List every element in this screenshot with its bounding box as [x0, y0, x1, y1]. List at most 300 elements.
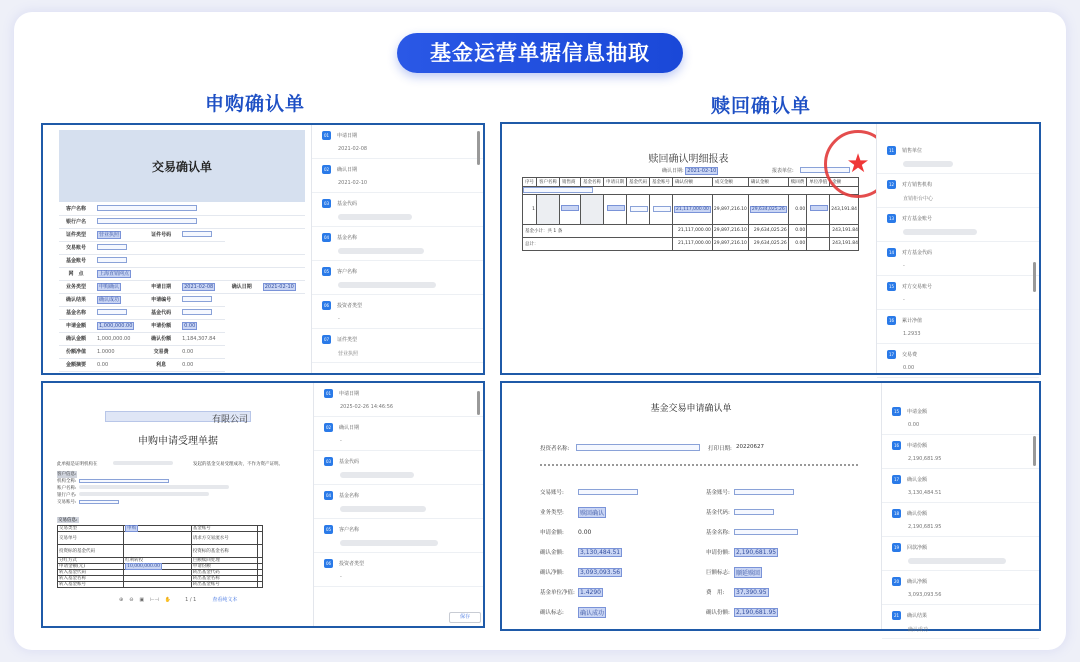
cell-value: 21,117,000.00	[676, 206, 709, 212]
row-label: 基金小计：共 1 条	[523, 224, 673, 237]
cell-label: 申请份额	[191, 564, 257, 570]
column-header: 赎回费	[788, 178, 807, 187]
field-index-badge: 05	[325, 527, 332, 532]
cell-value	[178, 228, 225, 241]
form-field	[706, 522, 866, 542]
cell-value: 1	[532, 206, 535, 212]
cell-value: 29,897,216.10	[713, 206, 747, 212]
cell-value: 29,897,216.10	[712, 237, 748, 250]
field-label: 费 用:	[706, 590, 725, 596]
trade-info-table	[57, 525, 263, 588]
cell-label: 请求方交易流水号	[191, 532, 257, 545]
cell-label: 基金账号	[191, 526, 257, 532]
extracted-field[interactable]	[882, 605, 1039, 639]
scrollbar[interactable]	[477, 391, 480, 415]
cell-value	[178, 306, 225, 319]
form-field	[540, 522, 700, 542]
cell-label: 份额净值	[59, 345, 93, 358]
form-field	[706, 542, 866, 562]
field-label: 客户名称	[339, 527, 360, 533]
document-view	[502, 124, 875, 373]
zoom-in-icon[interactable]: ⊕	[119, 596, 124, 603]
document-view	[502, 383, 880, 629]
field-label: 确认份额	[907, 511, 928, 517]
cell-value: 0.00	[93, 358, 144, 371]
cell-value	[93, 202, 305, 215]
cell-label: 证件类型	[59, 228, 93, 241]
extracted-field[interactable]	[314, 417, 483, 451]
field-value[interactable]	[903, 229, 1029, 237]
summary-row	[523, 237, 859, 250]
field-value[interactable]: -	[338, 316, 340, 322]
row-label: 总计：	[523, 237, 673, 250]
cell-value: 2021-02-08	[178, 280, 225, 293]
field-index-badge: 03	[323, 201, 330, 206]
cell-label: 确认结果	[59, 293, 93, 306]
cell-value: 21,117,000.00	[673, 237, 713, 250]
fit-page-icon[interactable]: ▣	[139, 596, 145, 603]
field-value[interactable]	[338, 214, 473, 222]
field-value[interactable]: 直销柜台中心	[903, 196, 934, 202]
field-index-badge: 17	[893, 477, 900, 482]
form-field	[540, 542, 700, 562]
cell-value: 29,897,216.10	[712, 224, 748, 237]
extraction-sidebar[interactable]	[311, 125, 483, 373]
field-value[interactable]: 0.00	[903, 365, 915, 371]
client-field: 机构全称:	[57, 478, 313, 485]
trade-section-label: 交易信息:	[58, 518, 78, 523]
field-value: 赎回确认	[578, 507, 606, 518]
cell-label: 网 点	[59, 267, 93, 280]
cell-label: 申请金额	[59, 319, 93, 332]
field-value[interactable]: -	[903, 297, 905, 303]
column-header: 单位净值	[807, 178, 830, 187]
table-row	[59, 202, 305, 215]
section-title-redemption: 赎回确认单	[711, 95, 812, 117]
doc-title: 申购申请受理单据	[138, 436, 218, 447]
field-value[interactable]: 2,190,681.95	[908, 524, 942, 530]
form-field	[540, 502, 700, 522]
field-label: 交易费	[902, 352, 918, 358]
field-index-badge: 16	[888, 318, 895, 323]
confirmation-table	[59, 202, 305, 372]
field-label: 客户名称	[337, 269, 358, 275]
field-value[interactable]	[340, 506, 473, 514]
scrollbar[interactable]	[1033, 262, 1036, 292]
field-label: 申请金额	[907, 409, 928, 415]
field-value: 确认成功	[578, 607, 606, 618]
field-value[interactable]: 营业执照	[338, 351, 359, 357]
cell-label: 客户名称	[59, 202, 93, 215]
extracted-field[interactable]	[314, 451, 483, 485]
cell-label: 投资标的基金代码	[58, 545, 124, 558]
field-value[interactable]	[908, 558, 1029, 566]
field-value[interactable]: 2021-02-10	[338, 180, 368, 186]
cell-label: 确认金额	[59, 332, 93, 345]
field-value: 1.4290	[580, 588, 601, 596]
extracted-field[interactable]	[314, 519, 483, 553]
cell-label: 确认日期	[225, 280, 259, 293]
table-row	[58, 532, 263, 545]
cell-label: 转入基金代码	[58, 570, 124, 576]
field-label: 销售单位	[902, 148, 923, 154]
cell-value: 1.0000	[93, 345, 144, 358]
field-value[interactable]: -	[340, 438, 342, 444]
cell-value: 0.00	[788, 224, 807, 237]
field-label: 确认日期	[339, 425, 360, 431]
cell-value: 29,634,025.26	[751, 206, 785, 212]
print-date-value: 20220627	[736, 444, 764, 450]
field-label: 对方基金代码	[902, 250, 933, 256]
table-row	[59, 228, 305, 241]
cell-value: 1,184,307.84	[178, 332, 225, 345]
extracted-field[interactable]	[314, 553, 483, 587]
table-row	[59, 267, 305, 280]
table-row	[59, 306, 305, 319]
field-index-badge: 13	[888, 216, 895, 221]
field-label: 确认金额	[907, 477, 928, 483]
extracted-field[interactable]	[882, 537, 1039, 571]
field-label: 基金名称	[337, 235, 358, 241]
field-label: 确认日期	[337, 167, 358, 173]
extracted-field[interactable]	[877, 276, 1039, 310]
extracted-field[interactable]	[877, 344, 1039, 378]
save-button[interactable]: 保存	[449, 612, 481, 623]
field-value[interactable]: 确认成功	[908, 627, 929, 633]
fit-width-icon[interactable]: ⊢⊣	[150, 596, 159, 603]
summary-row	[523, 224, 859, 237]
extraction-sidebar[interactable]	[876, 124, 1039, 373]
extracted-field[interactable]	[877, 310, 1039, 344]
cell-value: 0.00	[795, 206, 806, 212]
field-index-badge: 12	[888, 182, 895, 187]
field-label: 基金名称:	[706, 530, 730, 536]
field-label: 巨额标志:	[706, 570, 730, 576]
field-value: 2,190,681.95	[736, 608, 777, 616]
field-index-badge: 11	[888, 148, 895, 153]
field-label: 回款净额	[907, 545, 928, 551]
form-field	[706, 602, 866, 622]
field-value[interactable]: 2025-02-26 14:46:56	[340, 404, 394, 410]
table-row	[59, 254, 305, 267]
field-label: 基金代码	[337, 201, 358, 207]
cell-value	[257, 532, 262, 545]
field-label: 投资者类型	[339, 561, 365, 567]
field-index-badge: 16	[893, 443, 900, 448]
table-row	[59, 345, 305, 358]
cell-value	[93, 306, 144, 319]
column-header: 客户名称	[537, 178, 560, 187]
cell-value: 0.00	[178, 319, 225, 332]
field-label: 对方交易账号	[902, 284, 933, 290]
cell-value: 243,191.84	[831, 206, 858, 212]
redemption-table	[522, 177, 859, 251]
form-field	[706, 582, 866, 602]
extracted-field[interactable]	[877, 140, 1039, 174]
field-index-badge: 06	[325, 561, 332, 566]
table-row	[523, 194, 859, 224]
cell-value: 29,634,025.26	[748, 224, 788, 237]
field-label: 基金代码	[339, 459, 360, 465]
column-header: 成交金额	[712, 178, 748, 187]
zoom-out-icon[interactable]: ⊖	[129, 596, 134, 603]
cell-value: 申购	[124, 526, 192, 532]
table-row	[59, 280, 305, 293]
extracted-field[interactable]	[312, 329, 483, 363]
field-index-badge: 01	[325, 391, 332, 396]
notice-prefix: 此单据是证明机构在	[57, 462, 98, 467]
field-value[interactable]	[340, 472, 473, 480]
field-index-badge: 15	[888, 284, 895, 289]
field-index-badge: 19	[893, 545, 900, 550]
field-value[interactable]: 2,190,681.95	[908, 456, 942, 462]
table-row	[59, 293, 305, 306]
field-index-badge: 17	[888, 352, 895, 357]
unit-label: 报表单位:	[772, 168, 794, 174]
cell-value	[178, 293, 225, 306]
extracted-field[interactable]	[882, 503, 1039, 537]
divider	[540, 464, 858, 466]
extracted-field[interactable]	[882, 571, 1039, 605]
table-row	[58, 545, 263, 558]
cell-label: 业务类型	[59, 280, 93, 293]
column-header: 基金名称	[581, 178, 604, 187]
cell-value	[93, 254, 305, 267]
panel-fund-trade-confirmation	[500, 381, 1041, 631]
field-value[interactable]: 0.00	[908, 422, 920, 428]
client-field: 交易账号:	[57, 499, 313, 506]
cell-value: 红利转投	[124, 558, 192, 564]
column-header: 金额	[830, 178, 859, 187]
field-label: 基金名称	[339, 493, 360, 499]
cell-value: 29,634,025.26	[748, 237, 788, 250]
cell-value: 1,000,000.00	[93, 332, 144, 345]
field-value[interactable]	[903, 161, 1029, 169]
form-field	[706, 562, 866, 582]
field-label: 基金代码:	[706, 510, 730, 516]
field-value[interactable]: 1.2933	[903, 331, 921, 337]
scrollbar[interactable]	[477, 131, 480, 165]
field-label: 交易账号:	[540, 490, 564, 496]
extracted-field[interactable]	[312, 227, 483, 261]
column-header: 序号	[523, 178, 537, 187]
field-value[interactable]	[340, 540, 473, 548]
extracted-field[interactable]	[314, 383, 483, 417]
cell-value: 申购确认	[93, 280, 144, 293]
hand-tool-icon[interactable]: ✋	[164, 596, 172, 603]
column-header: 基金账号	[650, 178, 673, 187]
document-view	[43, 125, 311, 373]
field-index-badge: 01	[323, 133, 330, 138]
field-label: 申请日期	[339, 391, 360, 397]
column-header: 确认金额	[748, 178, 788, 187]
cell-value	[124, 532, 192, 545]
extracted-field[interactable]	[312, 159, 483, 193]
company-name: 有限公司	[105, 411, 251, 422]
column-header: 确认份额	[673, 178, 713, 187]
form-field	[540, 482, 700, 502]
cell-label: 转出基金代码	[191, 570, 257, 576]
extracted-field[interactable]	[877, 208, 1039, 242]
cell-value	[124, 582, 192, 588]
field-label: 对方销售机构	[902, 182, 933, 188]
panel-redemption-report	[500, 122, 1041, 375]
cell-label: 转出基金名称	[191, 576, 257, 582]
section-title-purchase: 申购确认单	[205, 93, 306, 115]
field-value: 37,390.95	[736, 588, 767, 596]
extracted-field[interactable]	[877, 174, 1039, 208]
table-row	[59, 241, 305, 254]
field-index-badge: 15	[893, 409, 900, 414]
field-label: 基金单位净值:	[540, 590, 575, 596]
field-value: 2,190,681.95	[736, 548, 777, 556]
field-value[interactable]	[338, 248, 473, 256]
client-info	[57, 471, 313, 506]
field-index-badge: 03	[325, 459, 332, 464]
field-index-badge: 04	[323, 235, 330, 240]
column-header: 销售商	[560, 178, 581, 187]
cell-value: 上海直销网点	[93, 267, 305, 280]
cell-value: 243,191.84	[830, 237, 859, 250]
cell-value	[257, 582, 262, 588]
form-field	[540, 562, 700, 582]
field-index-badge: 18	[893, 511, 900, 516]
field-label: 确认结果	[907, 613, 928, 619]
cell-label: 证件号码	[144, 228, 178, 241]
form-field	[706, 502, 866, 522]
extracted-field[interactable]	[312, 295, 483, 329]
company-stamp: ★	[824, 130, 892, 198]
field-label: 确认金额:	[540, 550, 564, 556]
cell-label: 交易账号	[59, 241, 93, 254]
field-label: 证件类型	[337, 337, 358, 343]
panel-purchase-application	[41, 381, 485, 628]
cell-value	[124, 545, 192, 558]
page-title: 基金运营单据信息抽取	[397, 33, 683, 73]
field-value[interactable]: 3,093,093.56	[908, 592, 942, 598]
cell-label: 申请日期	[144, 280, 178, 293]
document-view	[43, 383, 313, 626]
field-value[interactable]: 2021-02-08	[338, 146, 368, 152]
cell-value: 10,000,000.00	[124, 564, 192, 570]
panel-purchase-confirmation	[41, 123, 485, 375]
field-label: 确认标志:	[540, 610, 564, 616]
field-index-badge: 05	[323, 269, 330, 274]
cell-value: 2021-02-10	[259, 280, 305, 293]
cell-label: 基金代码	[144, 306, 178, 319]
cell-value: 0.00	[788, 237, 807, 250]
field-value[interactable]: -	[340, 574, 342, 580]
field-label: 对方基金账号	[902, 216, 933, 222]
field-index-badge: 06	[323, 303, 330, 308]
extraction-sidebar[interactable]	[881, 383, 1039, 633]
field-index-badge: 02	[323, 167, 330, 172]
cell-label: 巨额赎回处理	[191, 558, 257, 564]
cell-label: 申请金额(元)	[58, 564, 124, 570]
cell-label: 交易类型	[58, 526, 124, 532]
field-index-badge: 21	[893, 613, 900, 618]
investor-value	[576, 444, 700, 451]
table-row	[58, 582, 263, 588]
cell-label: 申请编号	[144, 293, 178, 306]
print-date-label: 打印日期:	[708, 446, 732, 452]
field-label: 基金账号:	[706, 490, 730, 496]
form-field	[706, 482, 866, 502]
scrollbar[interactable]	[1033, 436, 1036, 466]
notice-suffix: 发起的基金交易受理成功，不作为资产证明。	[193, 462, 283, 467]
form-field	[540, 582, 700, 602]
field-label: 申请金额:	[540, 530, 564, 536]
field-value[interactable]: -	[903, 263, 905, 269]
field-index-badge: 04	[325, 493, 332, 498]
page-indicator[interactable]: 1 / 1	[185, 596, 197, 603]
cell-label: 转出基金账号	[191, 582, 257, 588]
extraction-sidebar[interactable]	[313, 383, 483, 626]
field-value[interactable]: 3,130,484.51	[908, 490, 942, 496]
table-row	[59, 319, 305, 332]
column-header: 申请日期	[604, 178, 627, 187]
field-label: 确认净额	[907, 579, 928, 585]
field-label: 确认净额:	[540, 570, 564, 576]
extracted-field[interactable]	[314, 485, 483, 519]
extracted-field[interactable]	[312, 193, 483, 227]
cell-value: 0.00	[178, 358, 225, 371]
field-value: 3,093,093.56	[580, 568, 621, 576]
extracted-field[interactable]	[312, 261, 483, 295]
field-label: 申请份额:	[706, 550, 730, 556]
cell-label: 交易费	[144, 345, 178, 358]
view-plain-text-link[interactable]: 查看纯文本	[212, 597, 238, 603]
table-row	[59, 358, 305, 371]
table-row	[59, 215, 305, 228]
cell-label: 交易单号	[58, 532, 124, 545]
cell-label: 基金名称	[59, 306, 93, 319]
viewer-toolbar	[119, 596, 313, 603]
field-index-badge: 14	[888, 250, 895, 255]
cell-value: 21,117,000.00	[673, 224, 713, 237]
extracted-field[interactable]	[882, 435, 1039, 469]
cell-value	[257, 545, 262, 558]
field-value[interactable]	[338, 282, 473, 290]
extracted-field[interactable]	[882, 469, 1039, 503]
investor-label: 投资者名称:	[540, 446, 570, 452]
confirm-date-value: 2021-02-10	[687, 168, 717, 174]
client-field: 账户名称:	[57, 485, 313, 492]
field-index-badge: 07	[323, 337, 330, 342]
doc-title: 交易确认单	[59, 130, 305, 202]
cell-label: 基金账号	[59, 254, 93, 267]
extracted-field[interactable]	[312, 125, 483, 159]
cell-value: 0.00	[178, 345, 225, 358]
extracted-field[interactable]	[882, 401, 1039, 435]
doc-title: 赎回确认明细报表	[648, 154, 729, 165]
field-value: 0.00	[578, 528, 592, 536]
client-section-label: 客户信息:	[57, 472, 77, 477]
extracted-field[interactable]	[877, 242, 1039, 276]
field-index-badge: 20	[893, 579, 900, 584]
field-label: 确认份额:	[706, 610, 730, 616]
cell-label: 投资标的基金名称	[191, 545, 257, 558]
field-label: 累计净值	[902, 318, 923, 324]
cell-label: 转入基金名称	[58, 576, 124, 582]
field-value: 3,130,484.51	[580, 548, 621, 556]
field-label: 申请份额	[907, 443, 928, 449]
cell-value	[93, 241, 305, 254]
field-index-badge: 02	[325, 425, 332, 430]
cell-label: 申请份额	[144, 319, 178, 332]
cell-value: 1,000,000.00	[93, 319, 144, 332]
field-label: 业务类型:	[540, 510, 564, 516]
